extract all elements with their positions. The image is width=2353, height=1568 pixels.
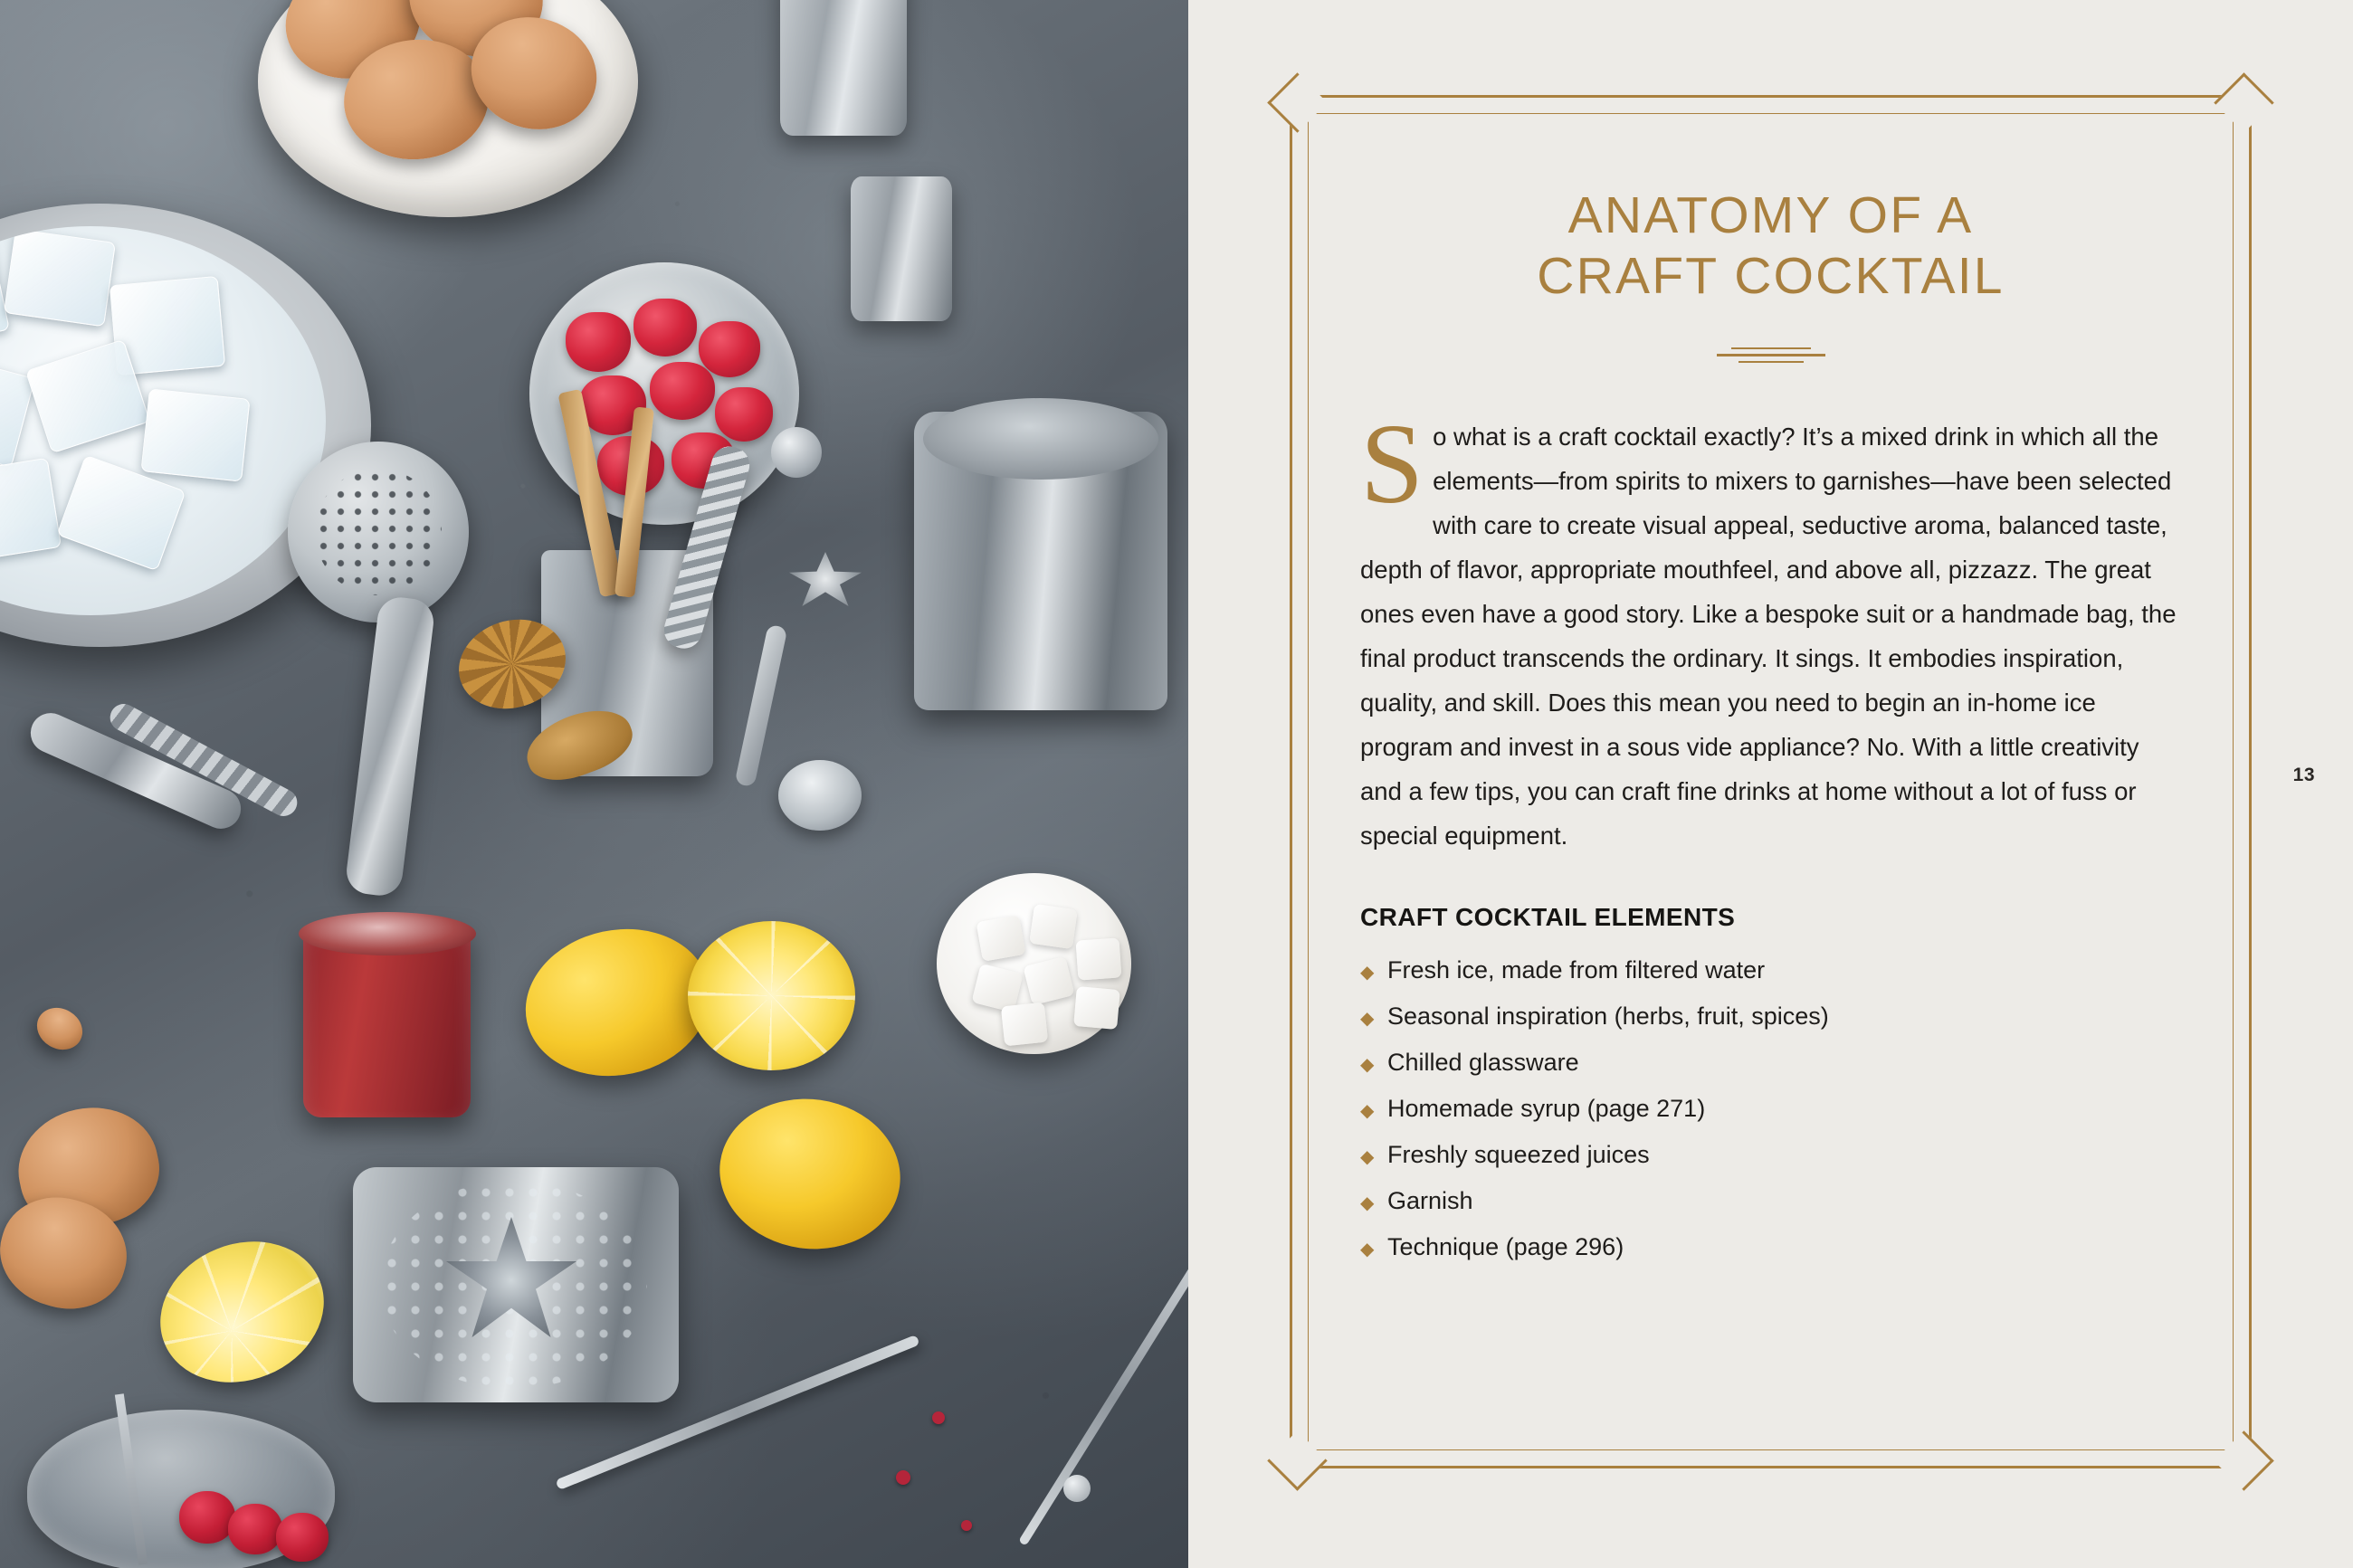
body-paragraph (1360, 402, 2181, 858)
diamond-bullet-icon: ◆ (1360, 1240, 1375, 1260)
elements-heading: CRAFT COCKTAIL ELEMENTS (1360, 903, 1736, 932)
page-content (1360, 185, 2181, 1271)
page-title-line-1: ANATOMY OF A (1567, 186, 1974, 244)
rule-ornament-icon (1717, 347, 1825, 366)
strainer-perforations (315, 469, 442, 595)
stirrer-knob (1063, 1475, 1091, 1502)
diamond-bullet-icon: ◆ (1360, 963, 1375, 984)
list-item-label: Garnish (1387, 1187, 1473, 1215)
shaker-lid (923, 398, 1158, 480)
diamond-bullet-icon: ◆ (1360, 1009, 1375, 1030)
list-item (1360, 1133, 2181, 1179)
list-item-label: Freshly squeezed juices (1387, 1141, 1650, 1169)
diamond-bullet-icon: ◆ (1360, 1055, 1375, 1076)
page-title (1360, 185, 2181, 306)
list-item (1360, 1179, 2181, 1225)
text-page (1188, 0, 2353, 1568)
body-text: o what is a craft cocktail exactly? It’s a mixed drink in which all the elements—from spirits to mixers to garnishes—have been selected with care to create visual appeal, seductive aroma, balanced taste, depth of flavor, appropriate mouthfeel, and above all, pizzazz. The great ones even have a good story. Like a bespoke suit or a handmade bag, the final product transcends the ordinary. It sings. It embodies inspiration, quality, and skill. Does this mean you need to begin an in-home ice program and invest in a sous vide appliance? No. With a little creativity and a few tips, you can craft fine drinks at home without a lot of fuss or special equipment. (1360, 423, 2177, 851)
list-item-label: Technique (page 296) (1387, 1233, 1624, 1261)
list-item (1360, 1225, 2181, 1271)
list-item-label: Fresh ice, made from filtered water (1387, 956, 1766, 984)
jigger-large (780, 0, 907, 136)
elements-list (1360, 948, 2181, 1271)
lemon-half (688, 921, 855, 1070)
list-item (1360, 1087, 2181, 1133)
list-item (1360, 1041, 2181, 1087)
diamond-bullet-icon: ◆ (1360, 1101, 1375, 1122)
diamond-bullet-icon: ◆ (1360, 1147, 1375, 1168)
list-item (1360, 948, 2181, 994)
jigger-small (851, 176, 952, 321)
list-item-label: Homemade syrup (page 271) (1387, 1095, 1706, 1123)
drop-cap: S (1360, 402, 1424, 528)
bar-spoon-knob (771, 427, 822, 478)
diamond-bullet-icon: ◆ (1360, 1193, 1375, 1214)
list-item (1360, 994, 2181, 1041)
page-number: 13 (2292, 765, 2315, 785)
measuring-spoon (778, 760, 862, 831)
page-title-line-2: CRAFT COCKTAIL (1537, 246, 2005, 305)
bitters-jar-rim (299, 912, 476, 955)
list-item-label: Chilled glassware (1387, 1049, 1579, 1077)
list-item-label: Seasonal inspiration (herbs, fruit, spices) (1387, 1003, 1829, 1031)
